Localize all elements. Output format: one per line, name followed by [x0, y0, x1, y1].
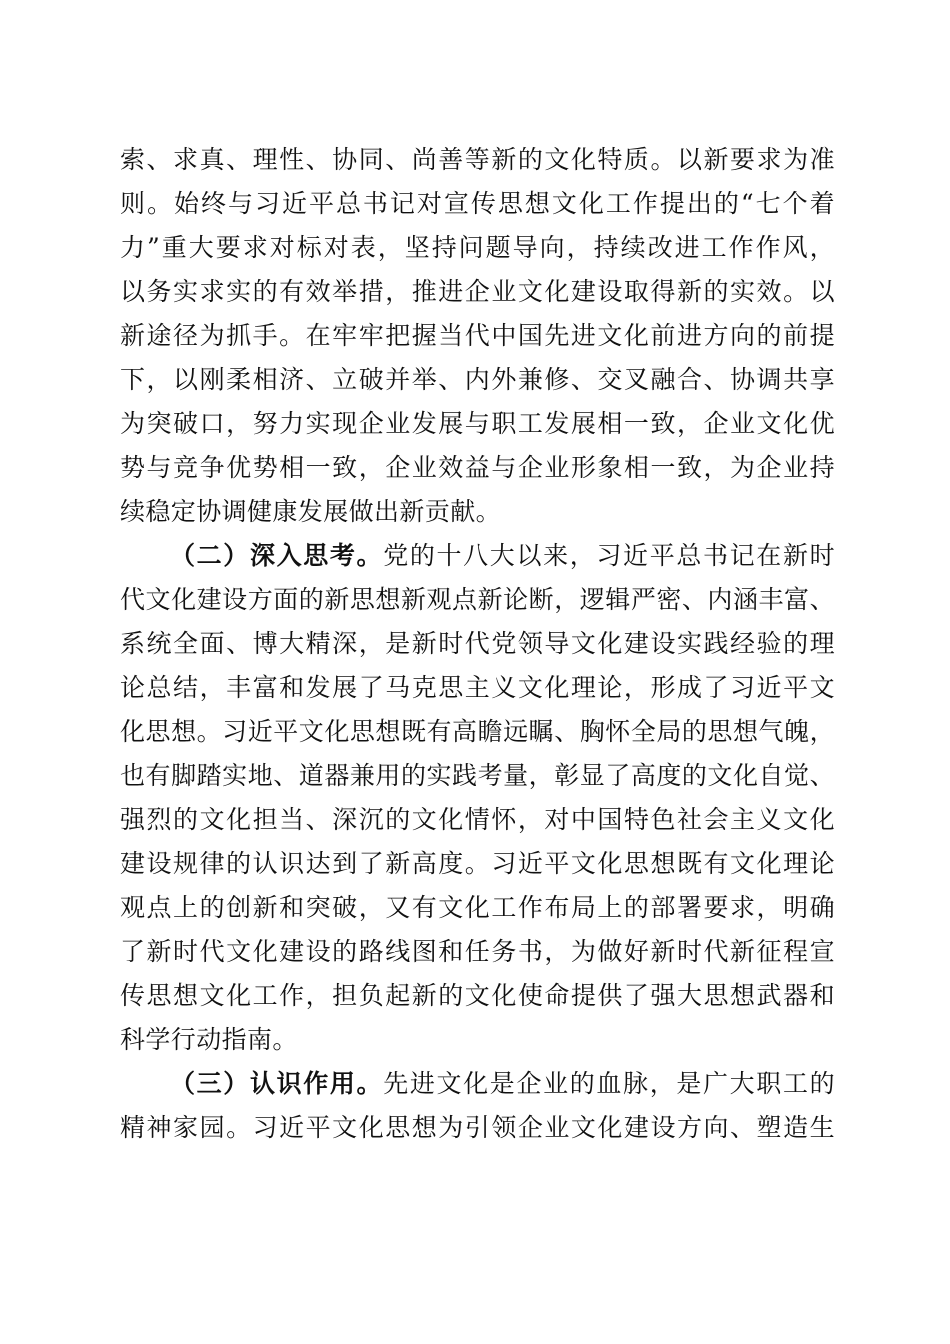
- paragraph3-heading: （三）认识作用。: [170, 1069, 384, 1098]
- paragraph2-heading: （二）深入思考。: [170, 541, 384, 570]
- paragraph2-line: 了新时代文化建设的路线图和任务书，为做好新时代新征程宣: [120, 937, 835, 966]
- paragraph3-line: 精神家园。习近平文化思想为引领企业文化建设方向、塑造生: [120, 1113, 835, 1142]
- paragraph1-line: 索、求真、理性、协同、尚善等新的文化特质。以新要求为准: [120, 145, 835, 174]
- paragraph2-line: 观点上的创新和突破，又有文化工作布局上的部署要求，明确: [120, 893, 835, 922]
- paragraph1-line: 新途径为抓手。在牢牢把握当代中国先进文化前进方向的前提: [120, 321, 835, 350]
- paragraph2-line: 强烈的文化担当、深沉的文化情怀，对中国特色社会主义文化: [120, 805, 835, 834]
- paragraph1-line: 以务实求实的有效举措，推进企业文化建设取得新的实效。以: [120, 277, 835, 306]
- paragraph2-first-line: [120, 534, 835, 578]
- paragraph3-first-line-text: 先进文化是企业的血脉，是广大职工的: [383, 1069, 835, 1098]
- paragraph2-line: 化思想。习近平文化思想既有高瞻远瞩、胸怀全局的思想气魄，: [120, 717, 835, 746]
- paragraph1-line: 力”重大要求对标对表，坚持问题导向，持续改进工作作风，: [120, 233, 835, 262]
- paragraph2-line: 论总结，丰富和发展了马克思主义文化理论，形成了习近平文: [120, 673, 835, 702]
- body-text: [120, 138, 835, 1150]
- paragraph1-line: 续稳定协调健康发展做出新贡献。: [120, 497, 502, 526]
- paragraph2-first-line-text: 党的十八大以来，习近平总书记在新时: [383, 541, 835, 570]
- paragraph3-first-line: [120, 1062, 835, 1106]
- paragraph2-line: 传思想文化工作，担负起新的文化使命提供了强大思想武器和: [120, 981, 835, 1010]
- paragraph1-line: 为突破口，努力实现企业发展与职工发展相一致，企业文化优: [120, 409, 835, 438]
- paragraph1-line: 势与竞争优势相一致，企业效益与企业形象相一致，为企业持: [120, 453, 835, 482]
- paragraph2-line: 系统全面、博大精深，是新时代党领导文化建设实践经验的理: [120, 629, 835, 658]
- paragraph2-line: 科学行动指南。: [120, 1025, 298, 1054]
- paragraph2-line: 代文化建设方面的新思想新观点新论断，逻辑严密、内涵丰富、: [120, 585, 835, 614]
- paragraph2-line: 建设规律的认识达到了新高度。习近平文化思想既有文化理论: [120, 849, 835, 878]
- paragraph1-line: 下，以刚柔相济、立破并举、内外兼修、交叉融合、协调共享: [120, 365, 835, 394]
- paragraph1-line: 则。始终与习近平总书记对宣传思想文化工作提出的“七个着: [120, 189, 835, 218]
- paragraph2-line: 也有脚踏实地、道器兼用的实践考量，彰显了高度的文化自觉、: [120, 761, 835, 790]
